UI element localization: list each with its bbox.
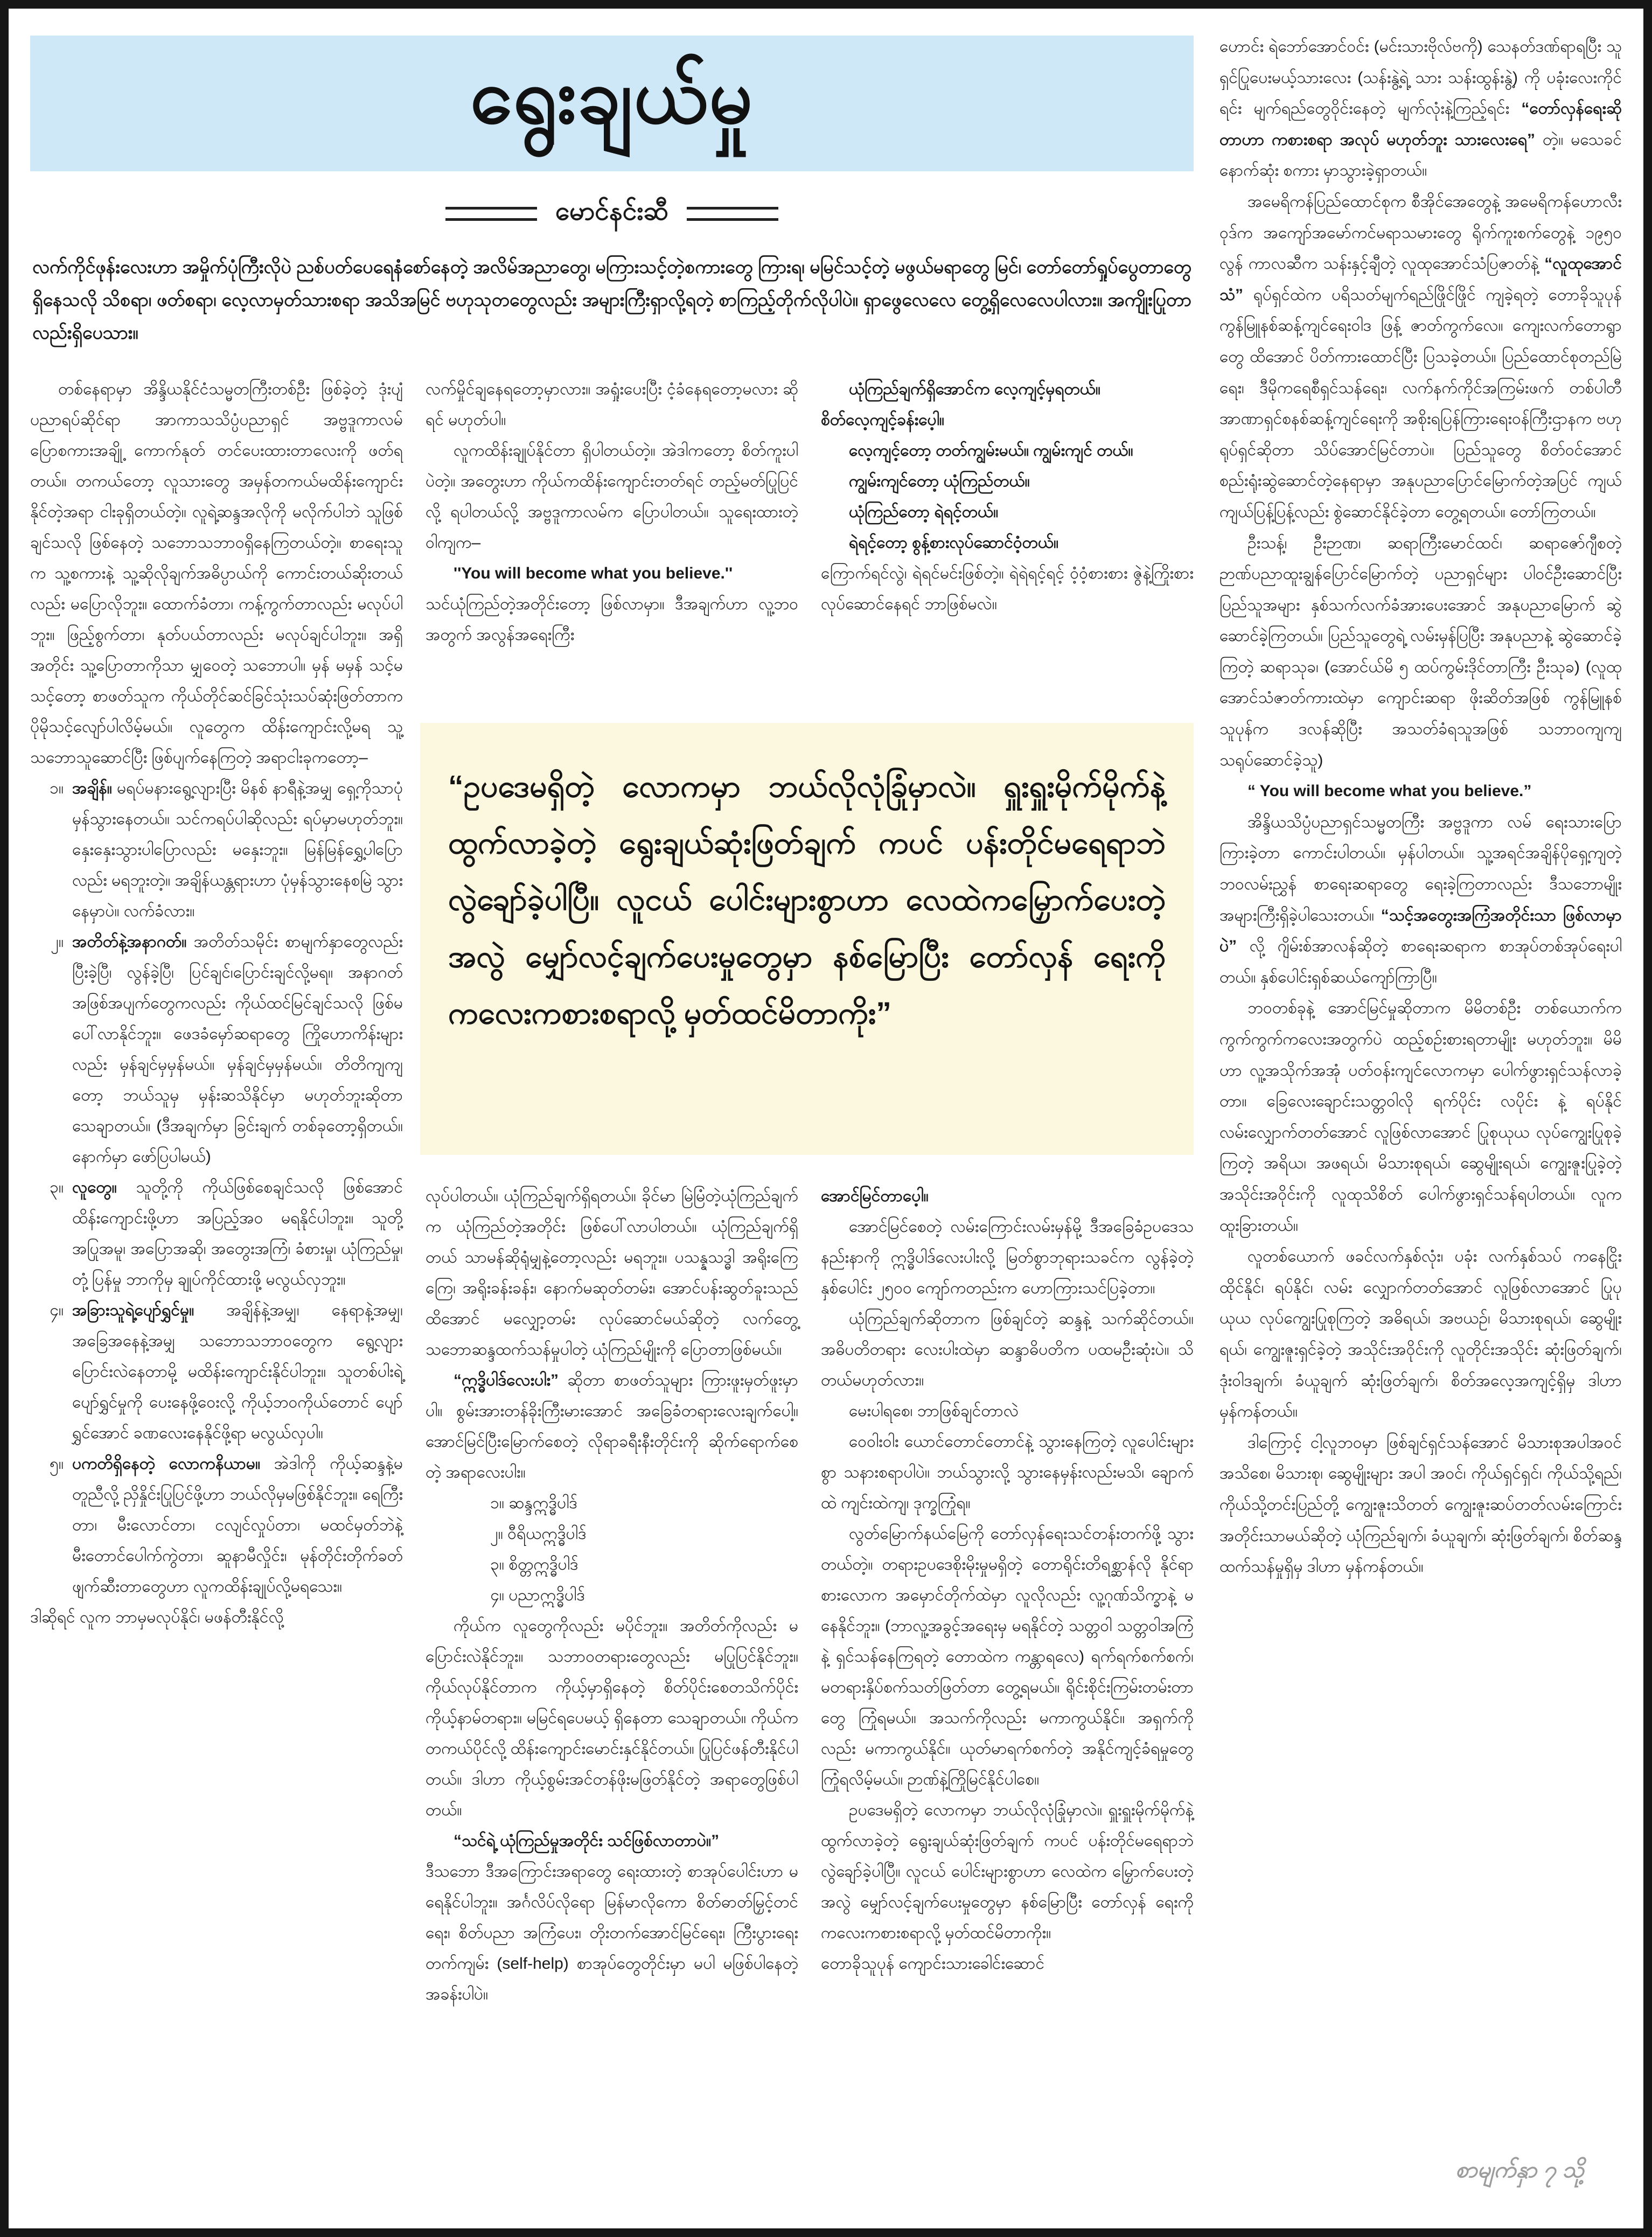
- item-number: ၃။: [50, 1178, 64, 1196]
- paragraph: သင်ယုံကြည်တဲ့အတိုင်းတော့ ဖြစ်လာမှာ။ ဒီအချက်ဟာ လူ့ဘဝအတွက် အလွန်အရေးကြီး: [426, 595, 798, 644]
- main-region: [30, 24, 1194, 2207]
- inline-bold: “တော်လှန်ရေးဆိုတာဟာ ကစားစရာ အလုပ် မဟုတ်ဘူး သားလေးရေ”: [1219, 100, 1622, 149]
- paragraph: လွတ်မြောက်နယ်မြေကို တော်လှန်ရေးသင်တန်းတက်ဖို့ သွားတယ်တဲ့။ တရားဥပဒေစိုးမိုးမှုမရှိတဲ့ တောရိုင်းတိရစ္ဆာန်လို နိုင်ရာစားလောက အမှောင်တိုက်ထဲမှာ လူလိုလည်း လူ့ဂုဏ်သိက္ခာနဲ့ မနေနိုင်ဘူး။ (ဘာလူ့အခွင့်အရေးမှ မရနိုင်တဲ့ သတ္တဝါ သတ္တဝါအကြံနဲ့ ရှင်သန်နေကြရတဲ့ တောထဲက ကန္တာရလေ) ရက်ရက်စက်စက်၊ မတရားနှိပ်စက်သတ်ဖြတ်တာ တွေ့ရမယ်။ ရိုင်းစိုင်းကြမ်းတမ်းတာတွေ ကြုံရမယ်။ အသက်ကိုလည်း မကာကွယ်နိုင်။ အရှက်ကိုလည်း မကာကွယ်နိုင်။ ယုတ်မာရက်စက်တဲ့ အနိုင်ကျင့်ခံရမှုတွေ ကြုံရလိမ့်မယ်။ ဉာဏ်နဲ့ကြိုမြင်နိုင်ပါစေ။: [821, 1524, 1194, 1788]
- list-item: [30, 1295, 403, 1448]
- byline-name: မောင်နင်းဆီ: [555, 197, 668, 226]
- continuation-marker: စာမျက်နှာ ၇ သို့: [1455, 2157, 1584, 2182]
- columns: [30, 374, 1194, 2207]
- paragraph: အောင်မြင်စေတဲ့ လမ်းကြောင်းလမ်းမှန်မို့ ဒီအခြေခံဥပဒေသနည်းနာကို ဣဒ္ဓိပါဒ်လေးပါးလို့ မြတ်စွာဘုရားသခင်က လွန်ခဲ့တဲ့ နှစ်ပေါင်း ၂၅၀၀ ကျော်ကတည်းက ဟောကြားသင်ပြခဲ့တာ။: [821, 1217, 1194, 1297]
- paragraph: [1219, 807, 1622, 993]
- paragraph: [426, 1365, 798, 1488]
- column-2-top: [426, 374, 798, 725]
- item-number: ၅။: [50, 1454, 64, 1473]
- item-heading: ပကတိရှိနေတဲ့ လောကနိယာမ။: [72, 1454, 261, 1473]
- inline-bold: “လူထုအောင်သံ”: [1219, 255, 1622, 304]
- paragraph-text: ဆိုတာ စာဖတ်သူများ ကြားဖူးမှတ်ဖူးမှာပါ။ စွမ်းအားတန်ခိုးကြီးမားအောင် အခြေခံတရားလေးချက်ပေါ့။ အောင်မြင်ပြီးမြောက်စေတဲ့ လိုရာခရီးနီးတိုင်းကို ဆိုက်ရောက်စေတဲ့ အရာလေးပါး။: [426, 1371, 798, 1481]
- pull-quote-box: “ဥပဒေမရှိတဲ့ လောကမှာ ဘယ်လိုလုံခြုံမှာလဲ။ ရှူးရှူးမိုက်မိုက်နဲ့ ထွက်လာခဲ့တဲ့ ရွေးချယ်ဆုံးဖြတ်ချက် ကပင် ပန်းတိုင်မရေရာဘဲ လွဲချော်ခဲ့ပါပြီ။ လူငယ် ပေါင်းများစွာဟာ လေထဲကမြှောက်ပေးတဲ့ အလွဲ မျှော်လင့်ချက်ပေးမှုတွေမှာ နစ်မြောပြီး တော်လှန် ရေးကို ကလေးကစားစရာလို့ မှတ်ထင်မိတာကိုး”: [420, 723, 1194, 1155]
- paragraph: တောခိုသူပုန် ကျောင်းသားခေါင်းဆောင်: [821, 1954, 1045, 1973]
- paragraph: တစ်နေရာမှာ အိန္ဒိယနိုင်ငံသမ္မတကြီးတစ်ဦး ဖြစ်ခဲ့တဲ့ ဒုံးပျံပညာရပ်ဆိုင်ရာ အာကာသသိပ္ပံပညာရှင် အဗ္ဗဒူကာလမ်ပြောစကားအချို့ ကောက်နုတ် တင်ပေးထားတာလေးကို ဖတ်ရတယ်။ တကယ်တော့ လူသားတွေ အမှန်တကယ်မထိန်းကျောင်းနိုင်တဲ့အရာ ငါးခုရှိတယ်တဲ့။ လူရဲ့ဆန္ဒအလိုကို မလိုက်ပါဘဲ သူဖြစ်ချင်သလို ဖြစ်နေတဲ့ သဘောသဘာဝရှိနေကြတယ်တဲ့။ စာရေးသူက သူ့စကားနဲ့ သူ့ဆိုလိုချက်အဓိပ္ပာယ်ကို ကောင်းတယ်ဆိုးတယ်လည်း မပြောလိုဘူး။ ထောက်ခံတာ၊ ကန့်ကွက်တာလည်း မလုပ်ပါဘူး။ ဖြည့်စွက်တာ၊ နုတ်ပယ်တာလည်း မလုပ်ချင်ပါဘူး။ အရှိအတိုင်း သူ့ပြောတာကိုသာ မျှဝေတဲ့ သဘောပါ။ မှန် မမှန် သင့်မသင့်တော့ စာဖတ်သူက ကိုယ်တိုင်ဆင်ခြင်သုံးသပ်ဆုံးဖြတ်တာက ပိုမိုသင့်လျော်ပါလိမ့်မယ်။ လူတွေက ထိန်းကျောင်းလို့မရ သူ့သဘောသူဆောင်ပြီး ဖြစ်ပျက်နေကြတဲ့ အရာငါးခုကတော့–: [30, 380, 403, 766]
- column-3-top: [821, 374, 1194, 725]
- item-heading: အခြားသူရဲ့ပျော်ရွှင်မှု။: [72, 1301, 194, 1319]
- bold-line: ကျွမ်းကျင်တော့ ယုံကြည်တယ်။: [849, 472, 1030, 490]
- list-item: [30, 1448, 403, 1602]
- paragraph: ဥပဒေမရှိတဲ့ လောကမှာ ဘယ်လိုလုံခြုံမှာလဲ။ ရှူးရှူးမိုက်မိုက်နဲ့ ထွက်လာခဲ့တဲ့ ရွေးချယ်ဆုံးဖြတ်ချက် ကပင် ပန်းတိုင်မရေရာဘဲ လွဲချော်ခဲ့ပါပြီ။ လူငယ် ပေါင်းများစွာဟာ လေထဲက မြှောက်ပေးတဲ့ အလွဲ မျှော်လင့်ချက်ပေးမှုတွေမှာ နစ်မြောပြီး တော်လှန် ရေးကို ကလေးကစားစရာလို့ မှတ်ထင်မိတာကိုး။: [821, 1801, 1194, 1942]
- paragraph-text: ဟောင်း ရဲဘော်အောင်ဝင်း (မင်းသားဗိုလ်ဗကို) သေနတ်ဒဏ်ရာရပြီး သူရှင်ပြုပေးမယ့်သားလေး (သန်းနွဲ့ရဲ့ သား သန်းထွန်းနွဲ့) ကို ပခုံးလေးကိုင်ရင်း မျက်ရည်တွေဝိုင်းနေတဲ့ မျက်လုံးနဲ့ကြည့်ရင်း: [1219, 38, 1622, 118]
- list-item: [30, 926, 403, 1172]
- list-item: ၁။ ဆန္ဒဣဒ္ဓိပါဒ်: [490, 1494, 577, 1512]
- byline-rule-left: [445, 207, 537, 221]
- paragraph: ဝေဝါးဝါး ယောင်တောင်တောင်နဲ့ သွားနေကြတဲ့ လူပေါင်းများစွာ သနားစရာပါပဲ။ ဘယ်သွားလို့ သွားနေမှန်းလည်းမသိ၊ ချောက်ထဲ ကျင်းထဲကျ၊ ဒုက္ခကြုံရ။: [821, 1432, 1194, 1512]
- inline-bold: “ဣဒ္ဓိပါဒ်လေးပါး”: [454, 1371, 559, 1389]
- page-title: ရွေးချယ်မှု: [470, 53, 754, 139]
- column-2: [426, 374, 798, 2207]
- column-1: [30, 374, 403, 2207]
- item-number: ၂။: [51, 932, 64, 951]
- inline-bold: “သင့်အတွေးအကြံအတိုင်းသာ ဖြစ်လာမှာပဲ”: [1219, 906, 1622, 956]
- paragraph-text: အမေရိကန်ပြည်ထောင်စုက စီအိုင်အေတွေနဲ့ အမေရိကန်ဟောလီးဝုဒ်က အကျော်အမော်ကင်မရာသမားတွေ ရိုက်ကူးစက်တွေနဲ့ ၁၉၅၀ လွန် ကာလဆီက သန်းနှင့်ချီတဲ့ လူထုအောင်သံပြဇာတ်နဲ့: [1219, 192, 1622, 273]
- list-item: ၂။ ဝီရိယဣဒ္ဓိပါဒ်: [490, 1524, 587, 1543]
- paragraph: မေးပါရစေ၊ ဘာဖြစ်ချင်တာလဲ: [849, 1402, 1019, 1420]
- list-item: ၃။ စိတ္တဣဒ္ဓိပါဒ်: [490, 1555, 578, 1573]
- item-body: [72, 1448, 403, 1602]
- bold-heading: “သင်ရဲ့ ယုံကြည်မှုအတိုင်း သင်ဖြစ်လာတာပဲ။”: [454, 1831, 720, 1850]
- item-text: အတိတ်သမိုင်း စာမျက်နှာတွေလည်း ပြီးခဲ့ပြီ၊ လွန်ခဲ့ပြီ၊ ပြင်ချင်၊ပြောင်းချင်လို့မရ။ အနာဂတ်အဖြစ်အပျက်တွေကလည်း ကိုယ်ထင်မြင်ချင်သလို ဖြစ်မပေါ်လာနိုင်ဘူး။ ဖေဒခံမှော်ဆရာတွေ ကြိုဟောကိန်းများလည်း မှန်ချင်မှမှန်မယ်။ မှန်ချင်မှမှန်မယ်။ တိတိကျကျတော့ ဘယ်သူမှ မှန်းဆသိနိုင်မှာ မဟုတ်ဘူးဆိုတာ သေချာတယ်။ (ဒီအချက်မှာ ခြင်းချက် တစ်ခုတော့ရှိတယ်။ နောက်မှာ ဖော်ပြပါမယ်): [72, 932, 403, 1166]
- paragraph: ဘဝတစ်ခုနဲ့ အောင်မြင်မှုဆိုတာက မိမိတစ်ဦး တစ်ယောက်က ကွက်ကွက်ကလေးအတွက်ပဲ ထည့်စဉ်းစားရတာမျိုး မဟုတ်ဘူး။ မိမိဟာ လူ့အသိုက်အအုံ ပတ်ဝန်းကျင်လောကမှာ ပေါက်ဖွားရှင်သန်လာခဲ့တာ။ ခြေလေးချောင်းသတ္တဝါလို ရက်ပိုင်း လပိုင်း နဲ့ ရပ်နိုင် လမ်းလျှောက်တတ်အောင် လူဖြစ်လာအောင် ပြုစုယုယ လုပ်ကျွေးပြုစုခဲ့ကြတဲ့ အရိယ၊ အဖရယ်၊ မိသားစုရယ်၊ ဆွေမျိုးရယ်၊ ကျွေးဇူးပြုခဲ့တဲ့ အသိုင်းအဝိုင်းကို လူထုသိစိတ် ပေါက်ဖွားရှင်သန်ရပါတယ်။ လူက ထူးခြားတယ်။: [1219, 999, 1622, 1235]
- paragraph: ဒါကြောင့် ငါ့လူဘဝမှာ ဖြစ်ချင်ရှင်သန်အောင် မိသားစုအပါအဝင်အသိစေ၊ မိသားစု၊ ဆွေမျိုးများ အပါ အဝင်၊ ကိုယ်ရှင်ရှင်၊ ကိုယ်သို့ရည်၊ ကိုယ်သို့တင်းပြည်တို့ ကျွေးဇူးသိတတ် ကျွေးဇူးဆပ်တတ်လမ်းကြောင်း အတိုင်းသာမယ်ဆိုတဲ့ ယုံကြည်ချက်၊ ခံယူချက်၊ ဆုံးဖြတ်ချက်၊ စိတ်ဆန္ဒထက်သန်မှုရှိမှ ဒါဟာ မှန်ကန်တယ်။: [1219, 1433, 1622, 1576]
- item-number: ၁။: [50, 779, 64, 797]
- column-4: [1219, 24, 1622, 2207]
- bold-line: လေ့ကျင့်တော့ တတ်ကျွမ်းမယ်။ ကျွမ်းကျင် တယ်။: [849, 441, 1133, 459]
- bold-line: ရဲရင့်တော့ စွန့်စားလုပ်ဆောင်ဝံ့တယ်။: [849, 533, 1059, 552]
- paragraph: လက်မှိုင်ချနေရတော့မှာလား။ အရှုံးပေးပြီး ငံ့ခံနေရတော့မလား ဆိုရင် မဟုတ်ပါ။: [426, 380, 798, 429]
- bold-line: ယုံကြည်တော့ ရဲရင့်တယ်။: [849, 503, 999, 521]
- bold-heading: အောင်မြင်တာပေ့ါ။: [821, 1187, 929, 1205]
- list-item: [30, 1172, 403, 1295]
- item-heading: လူတွေ။: [72, 1178, 117, 1196]
- paragraph: [1219, 31, 1622, 186]
- item-body: [72, 926, 403, 1172]
- bold-line: စိတ်လေ့ကျင့်ခန်းပေ့ါ။: [821, 410, 944, 429]
- paragraph-text: ရုပ်ရှင်ထဲက ပရိသတ်မျက်ရည်ဖြိုင်ဖြိုင် ကျခဲ့ရတဲ့ တောခိုသူပုန်ကွန်မြူနစ်ဆန့်ကျင်ရေးဝါဒ ဖြန့် ဇာတ်ကွက်လေ။ ကျေးလက်တောရွာတွေ ထိအောင် ပိတ်ကားထောင်ပြီး ပြသခဲ့တယ်။ ပြည်ထောင်စုတည်မြဲရေး၊ ဒီမိုကရေစီရှင်သန်ရေး၊ လက်နက်ကိုင်အကြမ်းဖက် တစ်ပါတီအာဏာရှင်စနစ်ဆန့်ကျင်ရေးကို အစိုးရပြန်ကြားရေးဝန်ကြီးဌာနက ဗဟုရုပ်ရှင်ဆိုတာ သိပ်အောင်မြင်တာပဲ။ ပြည်သူတွေ စိတ်ဝင်အောင် စည်းရုံးဆွဲဆောင်တဲ့နေရာမှာ အနုပညာပြောင်မြောက်တဲ့အပြင် ကျယ်ကျယ်ပြန့်ပြန့်လည်း စွဲဆောင်နိုင်ခဲ့တာ တွေ့ရတယ်။ တော်ကြတယ်။: [1219, 285, 1622, 521]
- byline-rule-right: [687, 207, 778, 221]
- paragraph: ကြောက်ရင်လွဲ၊ ရဲရင်မင်းဖြစ်တဲ့။ ရဲရဲရင့်ရင့် ဝံ့ဝံ့စားစား ဇွဲနဲ့ကြိုးစားလုပ်ဆောင်နေရင် ဘာဖြစ်မလဲ။: [821, 564, 1194, 613]
- item-heading: အချိန်။: [72, 779, 112, 797]
- bold-line: ယုံကြည်ချက်ရှိအောင်က လေ့ကျင့်မှရတယ်။: [849, 380, 1100, 398]
- paragraph: ဦးသန့်၊ ဦးဉာဏ၊ ဆရာကြီးမောင်ထင်၊ ဆရာဇော်ဂျီစတဲ့ ဉာဏ်ပညာထူးချွန်ပြောင်မြောက်တဲ့ ပညာရှင်များ ပါဝင်ဦးဆောင်ပြီး ပြည်သူအများ နှစ်သက်လက်ခံအားပေးအောင် အနုပညာမြောက် ဆွဲဆောင်ခဲ့ကြတယ်။ ပြည်သူတွေရဲ့ လမ်းမှန်ပြပြီး အနုပညာနဲ့ ဆွဲဆောင်ခဲ့ကြတဲ့ ဆရာသုခ၊ (အောင်ယ်မိ ၅ ထပ်ကွမ်းဒိုင်တာကြီး ဦးသုခ) (လူထုအောင်သံဇာတ်ကားထဲမှာ ကျောင်းဆရာ ဖိုးဆိတ်အဖြစ် ကွန်မြူနစ်သူပုန်က ဒလန်ဆိုပြီး အသတ်ခံရသူအဖြစ် သဘာဝကျကျ သရုပ်ဆောင်ခဲ့သူ): [1219, 534, 1622, 769]
- item-body: [72, 1172, 403, 1295]
- english-quote: “ You will become what you believe.”: [1247, 782, 1532, 800]
- paragraph: [1219, 186, 1622, 528]
- paragraph-text: တဲ့။ မသေခင် နောက်ဆုံး စကား မှာသွားခဲ့ရှာတယ်။: [1219, 130, 1622, 180]
- paragraph: ယုံကြည်ချက်ဆိုတာက ဖြစ်ချင်တဲ့ ဆန္ဒနဲ့ သက်ဆိုင်တယ်။ အဓိပတိတရား လေးပါးထဲမှာ ဆန္ဒာဓိပတိက ပထမဦးဆုံးပဲ။ သိတယ်မဟုတ်လား။: [821, 1309, 1194, 1389]
- item-text: မရပ်မနားရွေ့လျားပြီး မိနစ် နာရီနဲ့အမျှ ရှေ့ကိုသာပုံမှန်သွားနေတယ်။ သင်ကရပ်ပါဆိုလည်း ရပ်မှာမဟုတ်ဘူး။ နှေးနှေးသွားပါပြောလည်း မနှေးဘူး။ မြန်မြန်ရွှေ့ပါပြောလည်း မရဘူးတဲ့။ အချိန်ယန္တရားဟာ ပုံမှန်သွားနေစမြဲ သွားနေမှာပဲ။ လက်ခံလား။: [72, 779, 403, 920]
- item-text: အဲဒါကို ကိုယ့်ဆန္ဒနဲ့မတူညီလို့ ညှိနှိုင်းပြုပြင်ဖို့ဟာ ဘယ်လိုမှမဖြစ်နိုင်ဘူး။ ရေကြီးတာ၊ မီးလောင်တာ၊ ငလျင်လှုပ်တာ၊ မထင်မှတ်ဘဲနဲ့ မီးတောင်ပေါက်ကွဲတာ၊ ဆူနာမီလှိုင်း၊ မုန်တိုင်းတိုက်ခတ်ဖျက်ဆီးတာတွေဟာ လူကထိန်းချုပ်လို့မရသေး။: [72, 1454, 403, 1595]
- item-heading: အတိတ်နဲ့အနာဂတ်။: [72, 932, 187, 951]
- paragraph: လုပ်ပါတယ်။ ယုံကြည်ချက်ရှိရတယ်။ ခိုင်မာ မြဲမြံတဲ့ယုံကြည်ချက်က ယုံကြည်တဲ့အတိုင်း ဖြစ်ပေါ်လာပါတယ်။ ယုံကြည်ချက်ရှိတယ် သာမန်ဆိုရုံမျှနဲ့တော့လည်း မရဘူး။ ပသန္နသဒ္ဓါ အရိုးကြေကြေ၊ အရိုးခန်းခန်း၊ နောက်မဆုတ်တမ်း၊ အောင်ပန်းဆွတ်ခူးသည်ထိအောင် မလျှော့တမ်း လုပ်ဆောင်မယ်ဆိုတဲ့ လက်တွေ့သဘောဆန္ဒထက်သန်မှုပါတဲ့ ယုံကြည်မျိုးကို ပြောတာဖြစ်မယ်။: [426, 1187, 798, 1358]
- paragraph: လူကထိန်းချုပ်နိုင်တာ ရှိပါတယ်တဲ့။ အဲဒါကတော့ စိတ်ကူးပါပဲတဲ့။ အတွေးဟာ ကိုယ်ကထိန်းကျောင်းတတ်ရင် တည့်မတ်ပြုပြင်လို့ ရပါတယ်လို့ အဗ္ဗဒူကာလမ်က ပြောပါတယ်။ သူရေးထားတဲ့ ဝါကျက–: [426, 441, 798, 552]
- byline: [30, 195, 1194, 233]
- paragraph: လူတစ်ယောက် ဖခင်လက်နှစ်လုံး၊ ပခုံး လက်နှစ်သပ် ကနေငြိုး ထိုင်နိုင်၊ ရပ်နိုင်၊ လမ်း လျှောက်တတ်အောင် လူဖြစ်လာအောင် ပြုပုယုယ လုပ်ကျွေးပြုစုကြတဲ့ အဓိရယ်၊ အဗယဉ်၊ မိသားစုရယ်၊ ဆွေမျိုးရယ်၊ ကျွေးဇူးရှင်ခဲ့တဲ့ အသိုင်းအဝိုင်းကို လူတိုင်းအသိုင်း ဆုံးဖြတ်ချက်၊ ဒုံးဝါဒချက်၊ ခံယူချက် ဆုံးဖြတ်ချက်၊ စိတ်အလေ့အကျင့်ရှိမှ ဒါဟာ မှန်ကန်တယ်။: [1219, 1248, 1622, 1421]
- paragraph: ဒီသဘော ဒီအကြောင်းအရာတွေ ရေးထားတဲ့ စာအုပ်ပေါင်းဟာ မရေနိုင်ပါဘူး။ အင်္ဂလိပ်လိုရော မြန်မာလိုကော စိတ်ဓာတ်မြှင့်တင်ရေး၊ စိတ်ပညာ အကြံပေး၊ တိုးတက်အောင်မြင်ရေး၊ ကြီးပွားရေး တက်ကျမ်း (self-help) စာအုပ်တွေတိုင်းမှာ မပါ မဖြစ်ပါနေတဲ့ အခန်းပါပဲ။: [426, 1862, 798, 2003]
- list-item: [30, 773, 403, 926]
- item-body: [72, 1295, 403, 1448]
- paragraph: ကိုယ်က လူတွေကိုလည်း မပိုင်ဘူး။ အတိတ်ကိုလည်း မပြောင်းလဲနိုင်ဘူး။ သဘာဝတရားတွေလည်း မပြုပြင်နိုင်ဘူး။ ကိုယ်လုပ်နိုင်တာက ကိုယ့်မှာရှိနေတဲ့ စိတ်ပိုင်းစေတသိက်ပိုင်း ကိုယ့်နာမ်တရား။ မမြင်ရပေမယ့် ရှိနေတာ သေချာတယ်။ ကိုယ်ကတကယ်ပိုင်လို့ ထိန်းကျောင်းမောင်းနှင်နိုင်တယ်။ ပြုပြင်ဖန်တီးနိုင်ပါတယ်။ ဒါဟာ ကိုယ့်စွမ်းအင်တန်ဖိုးမဖြတ်နိုင်တဲ့ အရာတွေဖြစ်ပါတယ်။: [426, 1616, 798, 1819]
- border-gap: [1468, 2228, 1502, 2237]
- list-item: ၄။ ပညာဣဒ္ဓိပါဒ်: [490, 1586, 585, 1604]
- iddhipada-list: [426, 1488, 798, 1611]
- item-text: သူတို့ကို ကိုယ်ဖြစ်စေချင်သလို ဖြစ်အောင် ထိန်းကျောင်းဖို့ဟာ အပြည့်အဝ မရနိုင်ပါဘူး။ သူတို့အပြုအမူ၊ အပြောအဆို၊ အတွေးအကြံ၊ ခံစားမှု၊ ယုံကြည်မှု၊ တုံ့ပြန်မှု ဘာကိုမှ ချုပ်ကိုင်ထားဖို့ မလွယ်လှဘူး။: [72, 1178, 403, 1288]
- item-number: ၄။: [50, 1301, 64, 1319]
- paragraph: ဒါဆိုရင် လူက ဘာမှမလုပ်နိုင်၊ မဖန်တီးနိုင်လို့: [30, 1608, 284, 1626]
- column-3: [821, 374, 1194, 2207]
- title-banner: [30, 36, 1194, 171]
- page-inner: [30, 24, 1622, 2207]
- english-quote: ''You will become what you believe.'': [454, 564, 733, 582]
- paragraph-text: လို့ ဂျိမ်းစ်အာလန်ဆိုတဲ့ စာရေးဆရာက စာအုပ်တစ်အုပ်ရေးပါတယ်။ နှစ်ပေါင်းရှစ်ဆယ်ကျော်ကြာပြီ။: [1219, 937, 1622, 986]
- lead-paragraph: လက်ကိုင်ဖုန်းလေးဟာ အမှိုက်ပုံကြီးလိုပဲ ညစ်ပတ်ပေရေနံစော်နေတဲ့ အလိမ်အညာတွေ၊ မကြားသင့်တဲ့စကားတွေ ကြားရ၊ မမြင်သင့်တဲ့ မဖွယ်မရာတွေ မြင်၊ တော်တော်ရှုပ်ပွေတာတွေ ရှိနေသလို သိစရာ၊ ဖတ်စရာ၊ လေ့လာမှတ်သားစရာ အသိအမြင် ဗဟုသုတတွေလည်း အများကြီးရှာလို့ရတဲ့ စာကြည့်တိုက်လိုပါပဲ။ ရှာဖွေလေလေ တွေ့ရှိလေလေပါလား။ အကျိုးပြုတာလည်းရှိပေသား။: [32, 257, 1191, 344]
- paragraph-text: အိန္ဒိယသိပ္ပံပညာရှင်သမ္မတကြီး အဗ္ဗဒူကာ လမ် ရေးသားပြောကြားခဲ့တာ ကောင်းပါတယ်။ မှန်ပါတယ်။ သူ့အရင်အချိန်ပိုရှေ့ကျတဲ့ ဘဝလမ်းညွှန် စာရေးဆရာတွေ ရေးခဲ့ကြတာလည်း ဒီသဘောမျိုး အများကြီးရှိခဲ့ပါသေးတယ်။: [1219, 813, 1622, 924]
- item-text: အချိန်နဲ့အမျှ၊ နေရာနဲ့အမျှ၊ အခြေအနေနဲ့အမျှ သဘောသဘာဝတွေက ရွေ့လျားပြောင်းလဲနေတာမို့ မထိန်းကျောင်းနိုင်ပါဘူး။ သူတစ်ပါးရဲ့ ပျော်ရွှင်မှုကို ပေးနေဖို့ဝေးလို့ ကိုယ့်ဘဝကိုယ်တောင် ပျော်ရွှင်အောင် ခဏလေးနေနိုင်ဖို့ရာ မလွယ်လှပါ။: [72, 1301, 403, 1442]
- item-body: [72, 773, 403, 926]
